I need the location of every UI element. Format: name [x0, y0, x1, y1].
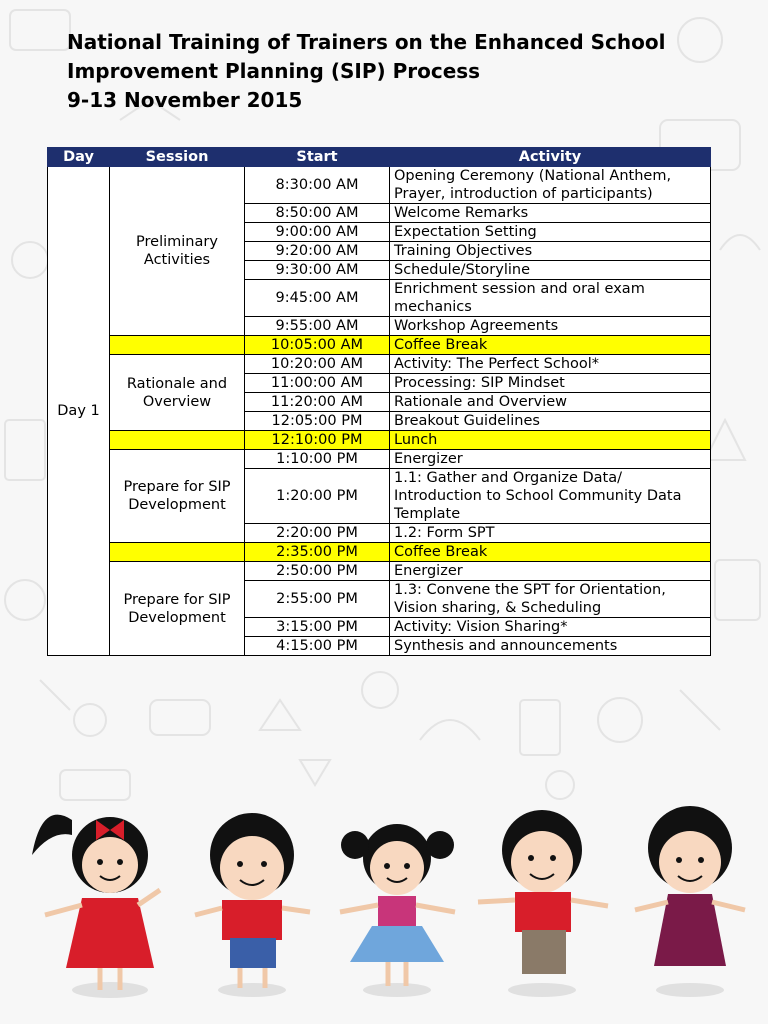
child-4 [478, 810, 608, 997]
activity-cell: Activity: The Perfect School* [390, 355, 711, 374]
start-cell: 12:10:00 PM [245, 431, 390, 450]
activity-cell: Rationale and Overview [390, 393, 711, 412]
activity-cell: Processing: SIP Mindset [390, 374, 711, 393]
activity-cell: Welcome Remarks [390, 204, 711, 223]
day-cell: Day 1 [48, 167, 110, 656]
start-cell: 2:50:00 PM [245, 562, 390, 581]
start-cell: 2:55:00 PM [245, 581, 390, 618]
start-cell: 9:30:00 AM [245, 261, 390, 280]
start-cell: 9:00:00 AM [245, 223, 390, 242]
activity-cell: 1.1: Gather and Organize Data/ Introduction to School Community Data Template [390, 469, 711, 524]
session-cell-preliminary: Preliminary Activities [110, 167, 245, 336]
child-5 [635, 806, 745, 997]
column-header-activity: Activity [390, 148, 711, 167]
table-row-break [48, 336, 711, 355]
child-1 [32, 815, 160, 998]
activity-cell: Training Objectives [390, 242, 711, 261]
activity-cell: 1.3: Convene the SPT for Orientation, Vision sharing, & Scheduling [390, 581, 711, 618]
session-cell-prepare-1: Prepare for SIP Development [110, 450, 245, 543]
start-cell: 10:05:00 AM [245, 336, 390, 355]
table-row [48, 450, 711, 469]
activity-cell: Workshop Agreements [390, 317, 711, 336]
activity-cell: Enrichment session and oral exam mechanics [390, 280, 711, 317]
start-cell: 4:15:00 PM [245, 637, 390, 656]
child-2 [195, 813, 310, 997]
start-cell: 8:50:00 AM [245, 204, 390, 223]
start-cell: 1:20:00 PM [245, 469, 390, 524]
table-row-break [48, 543, 711, 562]
start-cell: 1:10:00 PM [245, 450, 390, 469]
activity-cell: Breakout Guidelines [390, 412, 711, 431]
table-row [48, 355, 711, 374]
start-cell: 3:15:00 PM [245, 618, 390, 637]
activity-cell: Activity: Vision Sharing* [390, 618, 711, 637]
start-cell: 11:20:00 AM [245, 393, 390, 412]
title-dates: 9-13 November 2015 [67, 88, 303, 112]
activity-cell: Energizer [390, 562, 711, 581]
session-cell-rationale: Rationale and Overview [110, 355, 245, 431]
title-line-2: Improvement Planning (SIP) Process [67, 59, 481, 83]
children-illustration [0, 790, 768, 1024]
activity-cell: Opening Ceremony (National Anthem, Prayer, introduction of participants) [390, 167, 711, 204]
start-cell: 9:45:00 AM [245, 280, 390, 317]
table-row-break [48, 431, 711, 450]
session-cell-empty [110, 336, 245, 355]
activity-cell: Coffee Break [390, 336, 711, 355]
activity-cell: Lunch [390, 431, 711, 450]
schedule-table [47, 147, 711, 656]
activity-cell: 1.2: Form SPT [390, 524, 711, 543]
activity-cell: Expectation Setting [390, 223, 711, 242]
start-cell: 8:30:00 AM [245, 167, 390, 204]
start-cell: 9:20:00 AM [245, 242, 390, 261]
start-cell: 11:00:00 AM [245, 374, 390, 393]
column-header-session: Session [110, 148, 245, 167]
session-cell-empty [110, 543, 245, 562]
title-line-1: National Training of Trainers on the Enhanced School [67, 30, 666, 54]
activity-cell: Coffee Break [390, 543, 711, 562]
start-cell: 2:35:00 PM [245, 543, 390, 562]
start-cell: 10:20:00 AM [245, 355, 390, 374]
session-cell-empty [110, 431, 245, 450]
session-cell-prepare-2: Prepare for SIP Development [110, 562, 245, 656]
start-cell: 2:20:00 PM [245, 524, 390, 543]
table-row [48, 167, 711, 204]
start-cell: 9:55:00 AM [245, 317, 390, 336]
document-title [67, 28, 666, 115]
activity-cell: Synthesis and announcements [390, 637, 711, 656]
activity-cell: Schedule/Storyline [390, 261, 711, 280]
column-header-day: Day [48, 148, 110, 167]
table-header-row [48, 148, 711, 167]
table-row [48, 562, 711, 581]
child-3 [340, 824, 455, 997]
activity-cell: Energizer [390, 450, 711, 469]
column-header-start: Start [245, 148, 390, 167]
start-cell: 12:05:00 PM [245, 412, 390, 431]
